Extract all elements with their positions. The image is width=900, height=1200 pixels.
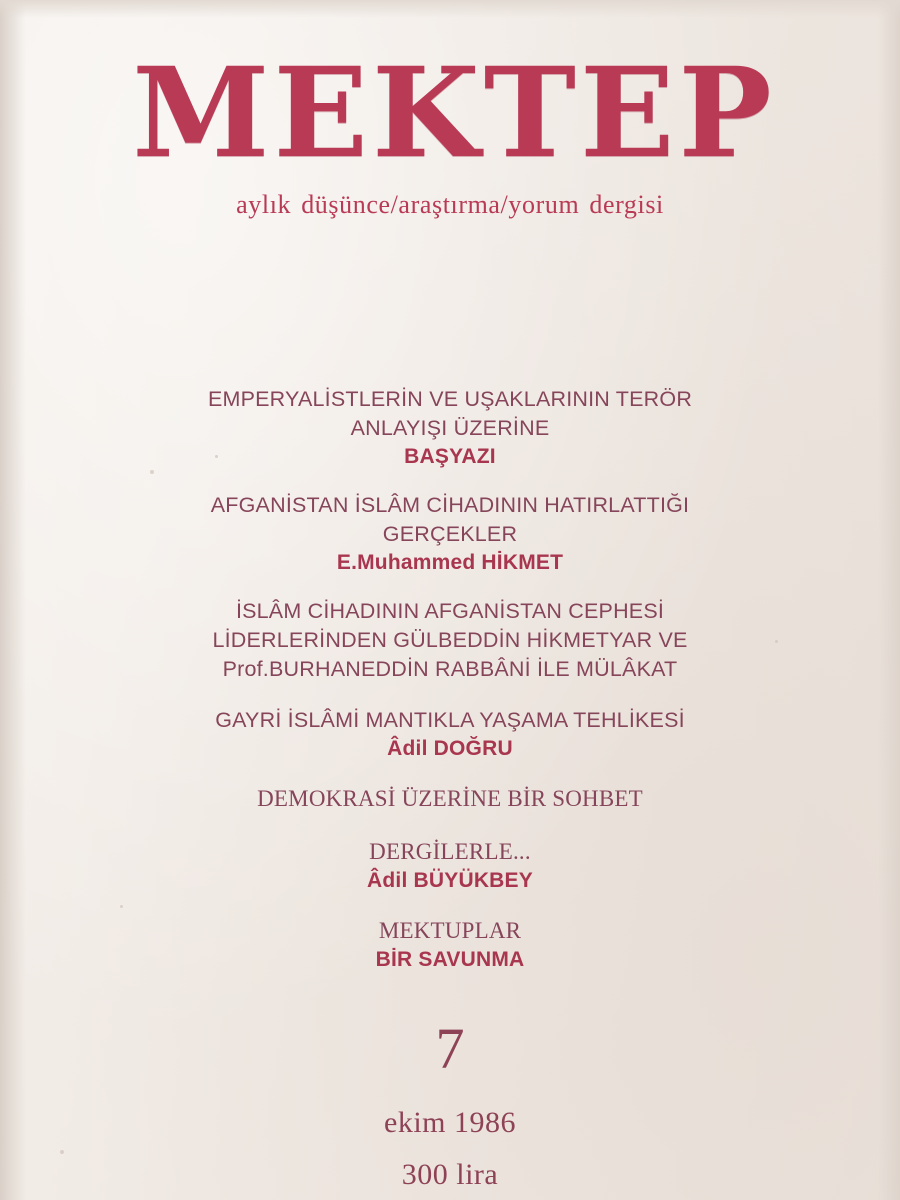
contents-entry-line: LİDERLERİNDEN GÜLBEDDİN HİKMETYAR VE <box>212 628 688 653</box>
contents-entry-author: Âdil DOĞRU <box>387 737 513 761</box>
contents-entry-author: BİR SAVUNMA <box>375 948 525 972</box>
issue-price: 300 lira <box>401 1158 499 1191</box>
contents-entry <box>0 836 900 893</box>
contents-entry <box>0 385 900 469</box>
page-edge-top <box>0 0 900 18</box>
contents-entry-line: EMPERYALİSTLERİN VE UŞAKLARININ TERÖR <box>207 387 693 411</box>
contents-entry-line: İSLÂM CİHADININ AFGANİSTAN CEPHESİ <box>235 599 665 624</box>
masthead <box>0 41 900 220</box>
contents-entry-author: E.Muhammed HİKMET <box>336 551 564 575</box>
contents-entry <box>0 491 900 575</box>
issue-date: ekim 1986 <box>384 1106 516 1139</box>
magazine-title: MEKTEP <box>132 41 776 186</box>
contents-entry-author: BAŞYAZI <box>404 445 496 469</box>
magazine-subtitle: aylık düşünce/araştırma/yorum dergisi <box>236 190 664 219</box>
contents-entry <box>0 783 900 814</box>
contents-entry <box>0 915 900 972</box>
contents-entry <box>0 706 900 761</box>
contents-entry-line: Prof.BURHANEDDİN RABBÂNİ İLE MÜLÂKAT <box>222 657 678 682</box>
contents-entry-line: AFGANİSTAN İSLÂM CİHADININ HATIRLATTIĞI <box>210 493 690 518</box>
contents-entry-line: MEKTUPLAR <box>378 918 522 944</box>
contents-entry-line: GAYRİ İSLÂMİ MANTIKLA YAŞAMA TEHLİKESİ <box>215 708 685 733</box>
contents-entry-line: ANLAYIŞI ÜZERİNE <box>350 416 550 441</box>
contents-entry-line: DERGİLERLE... <box>369 839 531 865</box>
issue-number: 7 <box>435 1016 465 1081</box>
contents-list <box>0 385 900 994</box>
contents-entry-line: DEMOKRASİ ÜZERİNE BİR SOHBET <box>257 786 643 812</box>
cover-footer <box>0 1016 900 1200</box>
contents-entry-author: Âdil BÜYÜKBEY <box>367 869 533 893</box>
contents-entry-line: GERÇEKLER <box>382 522 518 547</box>
contents-entry <box>0 597 900 684</box>
